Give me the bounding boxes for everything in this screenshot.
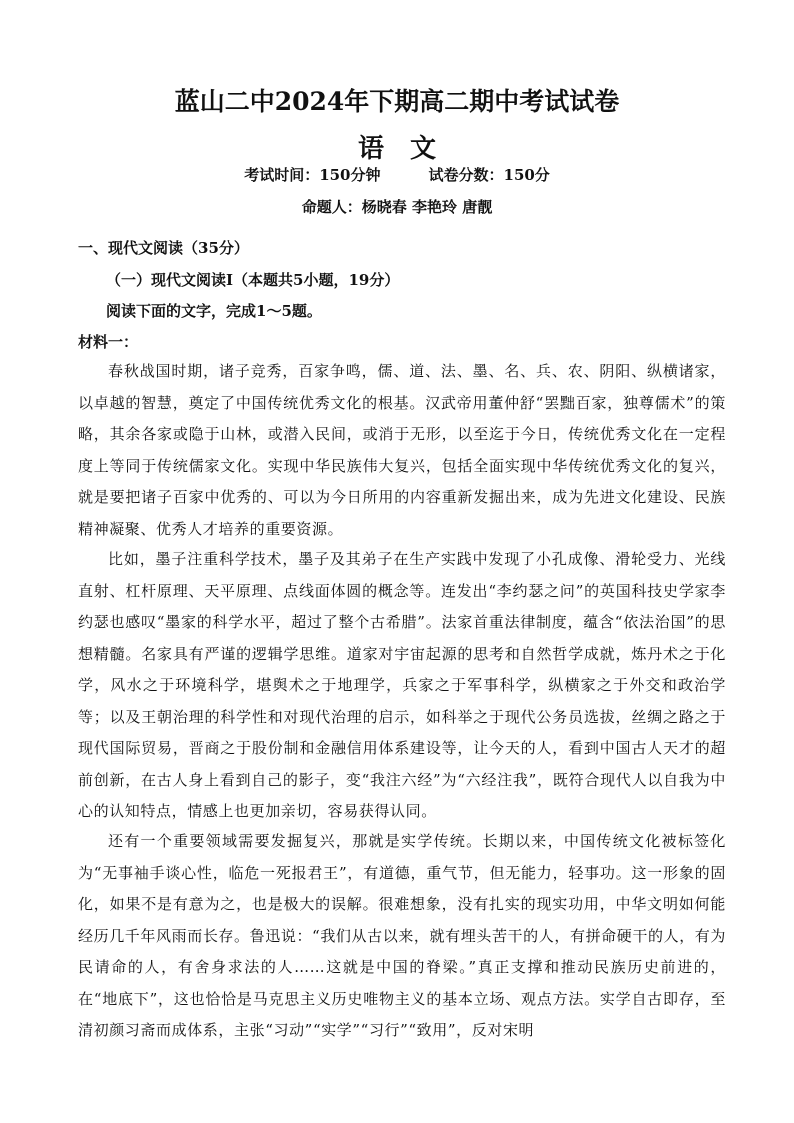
total-score: 试卷分数：150分 (428, 166, 550, 184)
paragraph-1: 春秋战国时期，诸子竞秀，百家争鸣，儒、道、法、墨、名、兵、农、阴阳、纵横诸家，以卓越的智慧，奠定了中国传统优秀文化的根基。汉武帝用董仲舒“罢黜百家，独尊儒术”的策略，其余各家或隐于山林，或潜入民间，或消于无形，以至迄于今日，传统优秀文化在一定程度上等同于传统儒家文化。实现中华民族伟大复兴，包括全面实现中华传统优秀文化的复兴，就是要把诸子百家中优秀的、可以为今日所用的内容重新发掘出来，成为先进文化建设、民族精神凝聚、优秀人才培养的重要资源。 (78, 362, 726, 538)
subject-title: 语 文 (357, 134, 436, 164)
material-label: 材料一： (78, 333, 139, 351)
section-subheading: （一）现代文阅读Ⅰ（本题共5小题，19分） (106, 271, 400, 289)
authors: 命题人：杨晓春 李艳玲 唐靓 (301, 198, 493, 216)
section-heading: 一、现代文阅读（35分） (78, 239, 249, 257)
exam-info (0, 164, 794, 185)
exam-time: 考试时间：150分钟 (244, 166, 381, 184)
paragraph-3: 还有一个重要领域需要发掘复兴，那就是实学传统。长期以来，中国传统文化被标签化为“无事袖手谈心性，临危一死报君王”，有道德，重气节，但无能力，轻事功。这一形象的固化，如果不是有意为之，也是极大的误解。很难想象，没有扎实的现实功用，中华文明如何能经历几千年风雨而长存。鲁迅说：“我们从古以来，就有埋头苦干的人，有拼命硬干的人，有为民请命的人，有舍身求法的人……这就是中国的脊梁。”真正支撑和推动民族历史前进的，在“地底下”，这也恰恰是马克思主义历史唯物主义的基本立场、观点方法。实学自古即存，至清初颜习斋而成体系，主张“习动”“实学”“习行”“致用”，反对宋明 (78, 832, 726, 1039)
exam-title: 蓝山二中2024年下期高二期中考试试卷 (174, 87, 620, 116)
reading-instruction: 阅读下面的文字，完成1～5题。 (106, 302, 322, 320)
paragraph-2: 比如，墨子注重科学技术，墨子及其弟子在生产实践中发现了小孔成像、滑轮受力、光线直射、杠杆原理、天平原理、点线面体圆的概念等。连发出“李约瑟之问”的英国科技史学家李约瑟也感叹“墨家的科学水平，超过了整个古希腊”。法家首重法律制度，蕴含“依法治国”的思想精髓。名家具有严谨的逻辑学思维。道家对宇宙起源的思考和自然哲学成就，炼丹术之于化学，风水之于环境科学，堪舆术之于地理学，兵家之于军事科学，纵横家之于外交和政治学等；以及王朝治理的科学性和对现代治理的启示，如科举之于现代公务员选拔，丝绸之路之于现代国际贸易，晋商之于股份制和金融信用体系建设等，让今天的人，看到中国古人天才的超前创新，在古人身上看到自己的影子，变“我注六经”为“六经注我”，既符合现代人以自我为中心的认知特点，情感上也更加亲切，容易获得认同。 (78, 550, 726, 820)
